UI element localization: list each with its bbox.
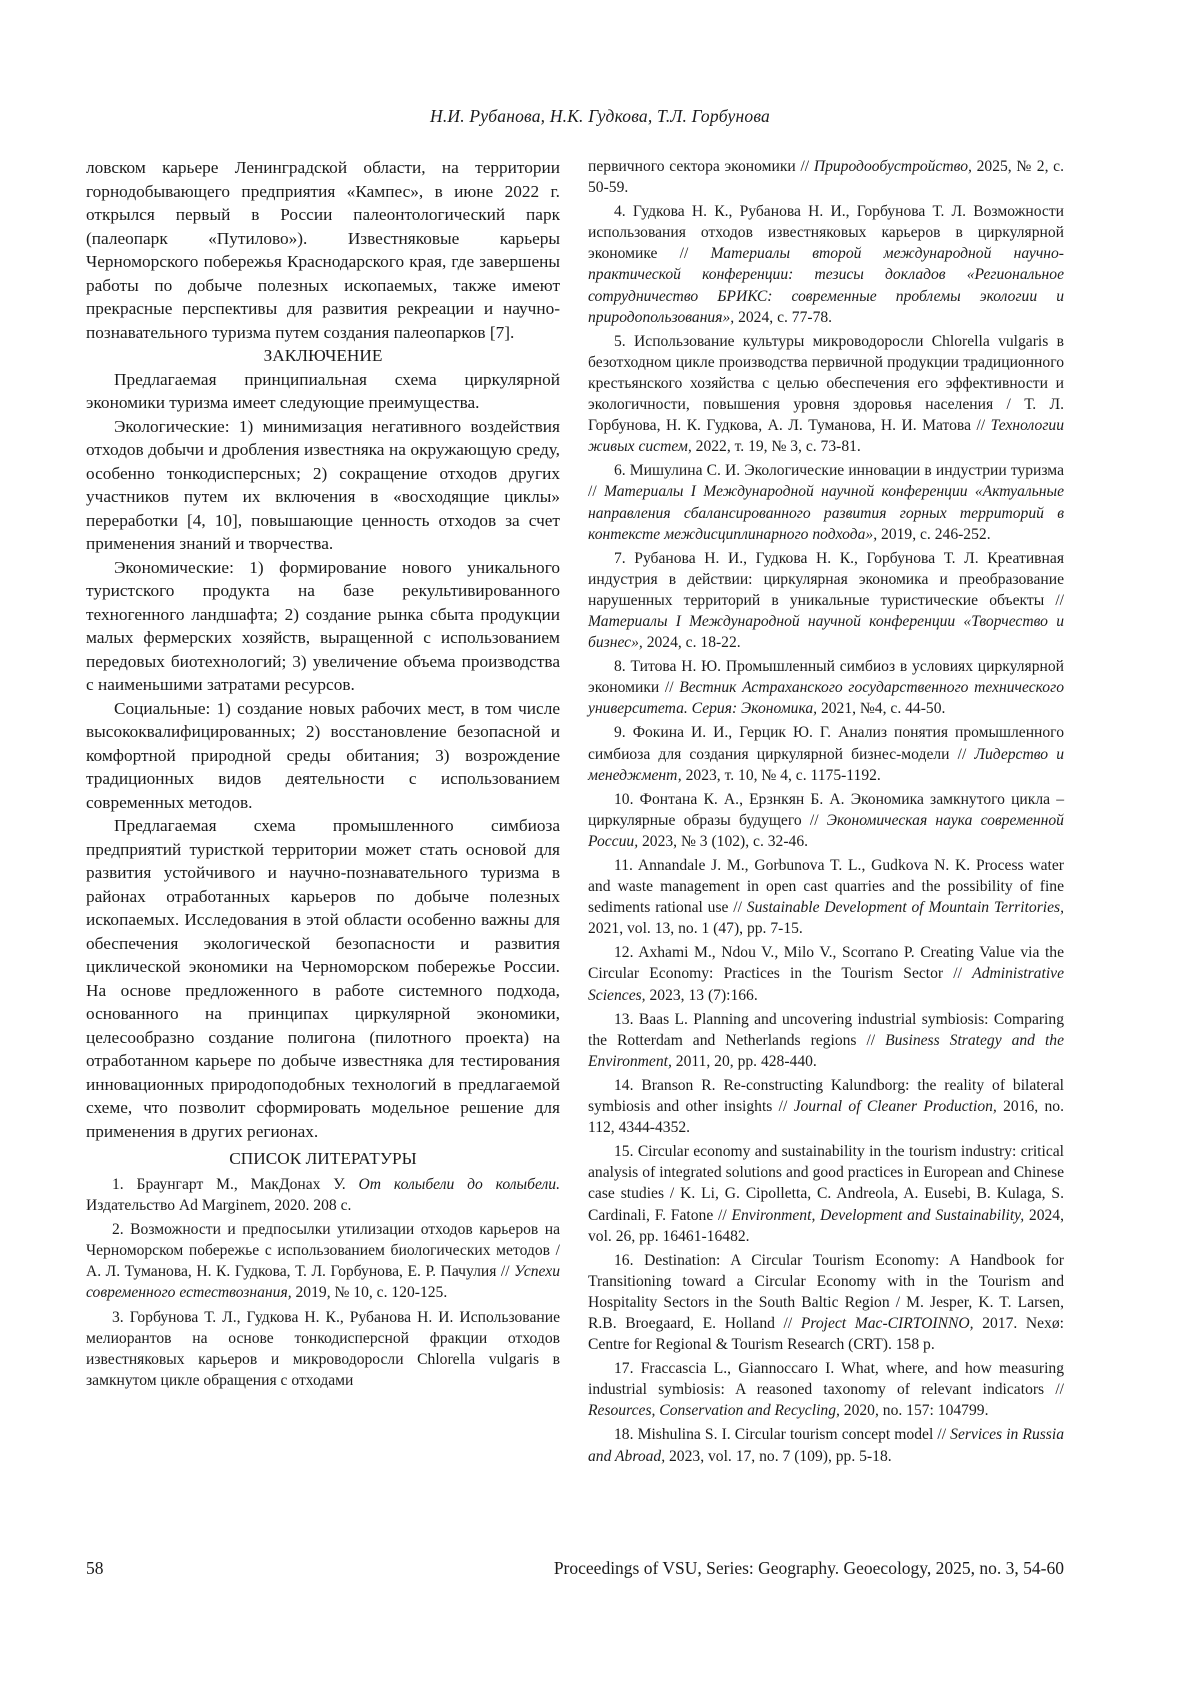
reference-item (86, 1174, 560, 1216)
ref-authors: 12. Axhami M., Ndou V., Milo V., Scorrano P. Creating Value via the Circular Economy: Practices in the Tourism Sector // (588, 944, 1064, 983)
ref-details: 2024, с. 77-78. (734, 308, 833, 326)
ref-authors: 17. Fraccascia L., Giannoccaro I. What, where, and how measuring industrial symbiosis: A reasoned taxonomy of relevant indicators // (588, 1360, 1064, 1399)
ref-details: 2020, no. 157: 104799. (839, 1402, 989, 1420)
reference-item (588, 1075, 1064, 1138)
ref-source: Administrative Sciences, (588, 965, 1064, 1004)
ref-source: Business Strategy and the Environment, (588, 1031, 1064, 1070)
reference-item: 3. Горбунова Т. Л., Гудкова Н. К., Рубанова Н. И. Использование мелиорантов на основе тонкодисперсной фракции отходов известняковых карьеров и микроводоросли Chlorella vulgaris в замкнутом цикле обращения с отходами (86, 1308, 560, 1389)
conclusion-paragraph: Экологические: 1) минимизация негативного воздействия отходов добычи и дробления известняка на окружающую среду, особенно тонкодисперсных; 2) сокращение отходов других участников путем их включения в «восходящие циклы» переработки [4, 10], повышающие ценность отходов за счет применения знаний и творчества. (86, 416, 560, 553)
reference-item (588, 789, 1064, 852)
ref-details: 2025, № 2, с. 50-59. (588, 158, 1064, 197)
ref-authors: 14. Branson R. Re-constructing Kalundborg: the reality of bilateral symbiosis and other insights // (588, 1076, 1064, 1116)
reference-item (588, 656, 1064, 719)
reference-item (588, 855, 1064, 939)
ref-authors: 10. Фонтана К. А., Ерзнкян Б. А. Экономика замкнутого цикла – циркулярные образы будущего // (588, 790, 1064, 829)
ref-details: 2024, vol. 26, pp. 16461-16482. (588, 1206, 1065, 1245)
ref-authors: 16. Destination: A Circular Tourism Economy: A Handbook for Transitioning toward a Circular Economy with in the Tourism and Hospitality Sectors in the South Baltic Region / M. Jesper, K. T. Larsen, R.B. Broegaard, E. Holland // (588, 1251, 1064, 1332)
ref-details: 2016, no. 112, 4344-4352. (588, 1098, 1064, 1137)
ref-details: 2019, № 10, с. 120-125. (291, 1284, 448, 1302)
ref-details: Издательство Ad Marginem, 2020. 208 с. (86, 1197, 352, 1215)
ref-source: Services in Russia and Abroad, (588, 1426, 1065, 1465)
ref-source: Sustainable Development of Mountain Territories, (746, 899, 1064, 917)
conclusion-paragraph: Предлагаемая принципиальная схема циркулярной экономики туризма имеет следующие преимущества. (86, 369, 560, 412)
ref-authors: 7. Рубанова Н. И., Гудкова Н. К., Горбунова Т. Л. Креативная индустрия в действии: циркулярная экономика и преобразование нарушенных территорий в уникальные туристические объекты // (588, 549, 1064, 609)
ref-authors: 15. Circular economy and sustainability in the tourism industry: critical analysis of integrated solutions and good practices in European and Chinese case studies / K. Li, G. Cipolletta, C. Andreola, A. Eusebi, B. Kulaga, S. Cardinali, F. Fatone // (588, 1143, 1064, 1224)
right-column (588, 156, 1064, 1470)
ref-authors: 2. Возможности и предпосылки утилизации отходов карьеров на Черноморском побережье с использованием биологических методов / А. Л. Туманова, Н. К. Гудкова, Т. Л. Горбунова, Е. Р. Пачулия // (86, 1221, 560, 1281)
reference-item (588, 331, 1064, 458)
ref-authors: 8. Титова Н. Ю. Промышленный симбиоз в условиях циркулярной экономики // (588, 658, 1064, 697)
left-column (86, 156, 560, 1394)
ref-authors: 5. Использование культуры микроводоросли Chlorella vulgaris в безотходном цикле производства первичной продукции традиционного крестьянского хозяйства с целью обеспечения его эффективности и экологичности, повышения уровня здоровья населения / Т. Л. Горбунова, Н. К. Гудкова, А. Л. Туманова, Н. И. Матова // (588, 332, 1064, 435)
page-number: 58 (86, 1558, 104, 1578)
reference-item (588, 1424, 1064, 1466)
references-list-left (86, 1174, 560, 1391)
conclusion-paragraph: Социальные: 1) создание новых рабочих мест, в том числе высококвалифицированных; 2) восстановление безопасной и комфортной природной среды обитания; 3) возрождение традиционных видов деятельности с использованием современных методов. (86, 698, 560, 812)
ref-details: 2023, т. 10, № 4, с. 1175-1192. (681, 766, 881, 784)
ref-source: Экономическая наука современной России, (588, 811, 1064, 850)
ref-source: Материалы I Международной научной конференции «Творчество и бизнес», (588, 612, 1064, 652)
reference-item (86, 1219, 560, 1303)
ref-details: 2023, vol. 17, no. 7 (109), pp. 5-18. (665, 1447, 892, 1465)
running-header: Н.И. Рубанова, Н.К. Гудкова, Т.Л. Горбунова (430, 106, 770, 126)
ref-source: Resources, Conservation and Recycling, (588, 1402, 840, 1420)
ref-source: Успехи современного естествознания, (86, 1263, 560, 1302)
ref-authors: 11. Annandale J. M., Gorbunova T. L., Gudkova N. K. Process water and waste management in open cast quarries and the possibility of fine sediments rational use // (588, 857, 1064, 917)
reference-item (588, 1009, 1064, 1072)
ref-authors: 13. Baas L. Planning and uncovering industrial symbiosis: Comparing the Rotterdam and Netherlands regions // (588, 1010, 1064, 1049)
ref-details: 2023, № 3 (102), с. 32-46. (638, 832, 809, 850)
conclusion-heading: ЗАКЛЮЧЕНИЕ (263, 346, 383, 365)
ref-source: От колыбели до колыбели. (358, 1176, 560, 1193)
reference-item (588, 1250, 1064, 1355)
ref-source: Технологии живых систем, (588, 417, 1064, 456)
ref-source: Journal of Cleaner Production, (793, 1098, 997, 1116)
reference-item-continued (588, 156, 1064, 198)
ref-details: 2017. Nexø: Centre for Regional & Tourism Research (CRT). 158 p. (588, 1314, 1064, 1354)
ref-authors: 9. Фокина И. И., Герцик Ю. Г. Анализ понятия промышленного симбиоза для создания циркулярной бизнес-модели // (588, 724, 1064, 763)
reference-item (588, 548, 1064, 653)
ref-authors: 1. Браунгарт М., МакДонах У. (112, 1176, 359, 1193)
ref-details: 2011, 20, pp. 428-440. (671, 1052, 817, 1070)
ref-source: Вестник Астраханского государственного технического университета. Серия: Экономика, (588, 679, 1064, 718)
ref-source: Материалы I Международной научной конференции «Актуальные направления сбалансированного развития горных территорий в контексте междисциплинарного подхода», (588, 483, 1064, 543)
conclusion-paragraph: Предлагаемая схема промышленного симбиоза предприятий туристкой территории может стать основой для развития устойчивого и научно-познавательного туризма в районах отработанных карьеров по добыче полезных ископаемых. Исследования в этой области особенно важны для обеспечения экологической безопасности и развития циклической экономики на Черноморском побережье России. На основе предложенного в работе системного подхода, основанного на принципах циркулярной экономики, целесообразно создание полигона (пилотного проекта) на отработанном карьере по добыче известняка для тестирования инновационных природоподобных технологий в предлагаемой схеме, что позволит сформировать модельное решение для применения в других регионах. (86, 816, 560, 1141)
ref-source: Материалы второй международной научно-практической конференции: тезисы докладов «Региональное сотрудничество БРИКС: современные проблемы экологии и природопользования», (588, 245, 1064, 326)
journal-citation: Proceedings of VSU, Series: Geography. Geoecology, 2025, no. 3, 54-60 (553, 1558, 1064, 1578)
reference-item (588, 1141, 1064, 1246)
ref-details: 2023, 13 (7):166. (645, 986, 758, 1004)
reference-item (588, 201, 1064, 328)
ref-details: 2021, №4, с. 44-50. (817, 700, 946, 718)
ref-details: 2022, т. 19, № 3, с. 73-81. (691, 438, 861, 456)
ref-details: 2019, с. 246-252. (877, 525, 991, 543)
ref-authors: 4. Гудкова Н. К., Рубанова Н. И., Горбунова Т. Л. Возможности использования отходов известняковых карьеров в циркулярной экономике // (588, 203, 1064, 263)
ref-source: Environment, Development and Sustainability, (731, 1206, 1025, 1224)
ref-authors: 6. Мишулина С. И. Экологические инновации в индустрии туризма // (588, 462, 1064, 501)
reference-item (588, 460, 1064, 544)
reference-item (588, 722, 1064, 785)
reference-item (588, 1358, 1064, 1421)
conclusion-paragraph: Экономические: 1) формирование нового уникального туристского продукта на базе рекультивированного техногенного ландшафта; 2) создание рынка сбыта продукции малых фермерских хозяйств, выращенной с использованием передовых биотехнологий; 3) увеличение объема производства с наименьшими затратами ресурсов. (86, 557, 560, 694)
ref-source: Project Mac-CIRTOINNO, (800, 1314, 974, 1332)
reference-item (588, 942, 1064, 1005)
ref-authors: 18. Mishulina S. I. Circular tourism concept model // (614, 1426, 951, 1444)
ref-details: 2021, vol. 13, no. 1 (47), pp. 7-15. (588, 920, 803, 938)
ref-details: 2024, с. 18-22. (642, 634, 741, 652)
ref-source: Природообустройство, (813, 158, 972, 175)
ref-source: Лидерство и менеджмент, (588, 745, 1064, 784)
intro-paragraph: ловском карьере Ленинградской области, на территории горнодобывающего предприятия «Кампес», в июне 2022 г. открылся первый в России палеонтологический парк (палеопарк «Путилово»). Известняковые карьеры Черноморского побережья Краснодарского края, где завершены работы по добыче полезных ископаемых, также имеют прекрасные перспективы для развития рекреации и научно-познавательного туризма путем создания палеопарков [7]. (86, 158, 560, 342)
ref-authors: первичного сектора экономики // (588, 158, 814, 175)
references-heading: СПИСОК ЛИТЕРАТУРЫ (229, 1149, 417, 1168)
page-footer (86, 1558, 1064, 1579)
